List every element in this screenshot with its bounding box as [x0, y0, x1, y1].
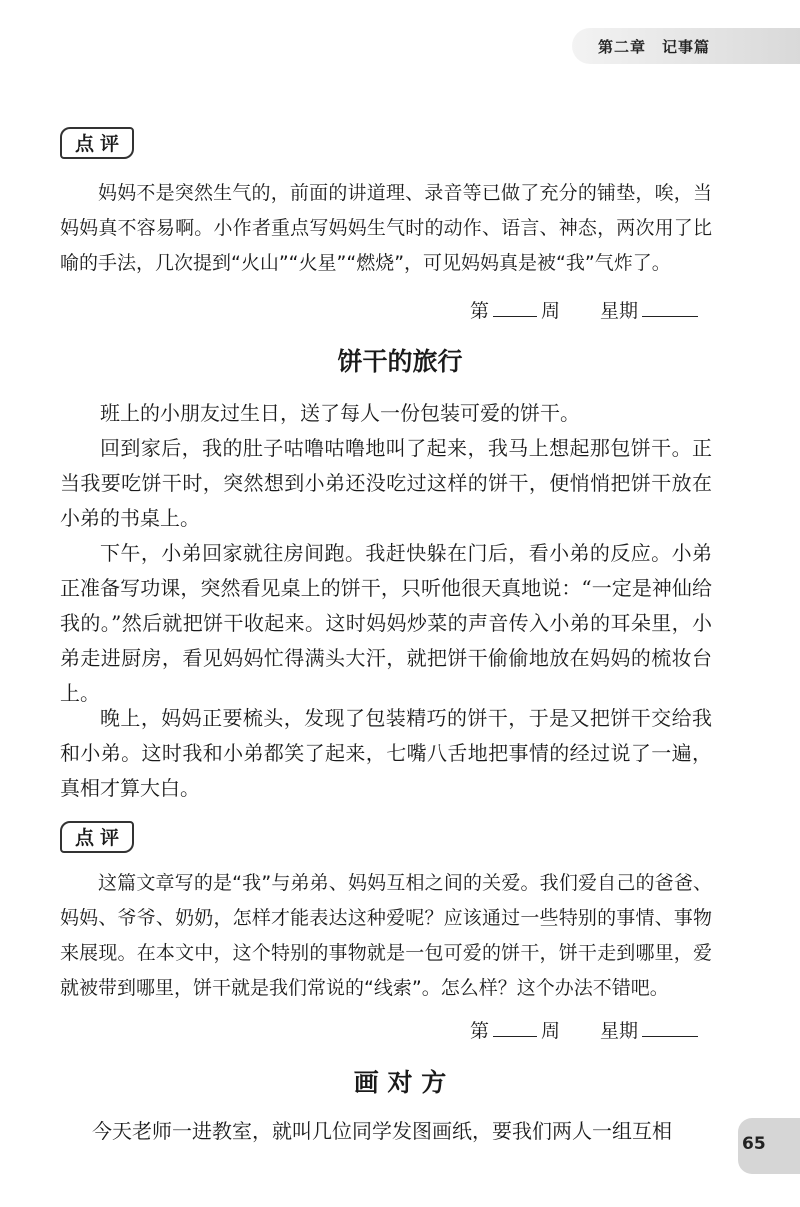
story-paragraph-4: 晚上，妈妈正要梳头，发现了包装精巧的饼干，于是又把饼干交给我和小弟。这时我和小弟都笑了起来，七嘴八舌地把事情的经过说了一遍，真相才算大白。	[60, 706, 712, 800]
week-line-1	[470, 296, 698, 323]
week-suffix: 周	[541, 1020, 561, 1042]
comment-badge-2: 点评	[60, 821, 134, 853]
story-title: 饼干的旅行	[337, 347, 463, 376]
comment-paragraph-1: 妈妈不是突然生气的，前面的讲道理、录音等已做了充分的铺垫，唉，当妈妈真不容易啊。小作者重点写妈妈生气时的动作、语言、神态，两次用了比喻的手法，几次提到“火山”“火星”“燃烧”，可见妈妈真是被“我”气炸了。	[60, 182, 712, 274]
chapter-header: 第二章 记事篇	[598, 38, 711, 56]
comment-badge: 点评	[60, 127, 134, 159]
story-paragraph-2: 回到家后，我的肚子咕噜咕噜地叫了起来，我马上想起那包饼干。正当我要吃饼干时，突然想到小弟还没吃过这样的饼干，便悄悄把饼干放在小弟的书桌上。	[60, 436, 712, 530]
week-suffix: 周	[541, 300, 561, 322]
story-paragraph-1: 班上的小朋友过生日，送了每人一份包装可爱的饼干。	[100, 401, 580, 425]
page-number: 65	[742, 1134, 766, 1154]
week-prefix: 第	[470, 1020, 490, 1042]
week-line-2	[470, 1016, 698, 1043]
weekday-blank	[642, 1018, 698, 1037]
story2-first-line: 今天老师一进教室，就叫几位同学发图画纸，要我们两人一组互相	[92, 1119, 672, 1143]
weekday-label: 星期	[600, 300, 639, 322]
weekday-blank	[642, 298, 698, 317]
story-paragraph-3: 下午，小弟回家就往房间跑。我赶快躲在门后，看小弟的反应。小弟正准备写功课，突然看见桌上的饼干，只听他很天真地说：“一定是神仙给我的。”然后就把饼干收起来。这时妈妈炒菜的声音传入小弟的耳朵里，小弟走进厨房，看见妈妈忙得满头大汗，就把饼干偷偷地放在妈妈的梳妆台上。	[60, 541, 712, 705]
comment-paragraph-2: 这篇文章写的是“我”与弟弟、妈妈互相之间的关爱。我们爱自己的爸爸、妈妈、爷爷、奶奶，怎样才能表达这种爱呢？应该通过一些特别的事情、事物来展现。在本文中，这个特别的事物就是一包可爱的饼干，饼干走到哪里，爱就被带到哪里，饼干就是我们常说的“线索”。怎么样？这个办法不错吧。	[60, 872, 712, 999]
story2-title: 画 对 方	[353, 1068, 447, 1097]
week-blank	[493, 298, 537, 317]
week-blank	[493, 1018, 537, 1037]
weekday-label: 星期	[600, 1020, 639, 1042]
week-prefix: 第	[470, 300, 490, 322]
